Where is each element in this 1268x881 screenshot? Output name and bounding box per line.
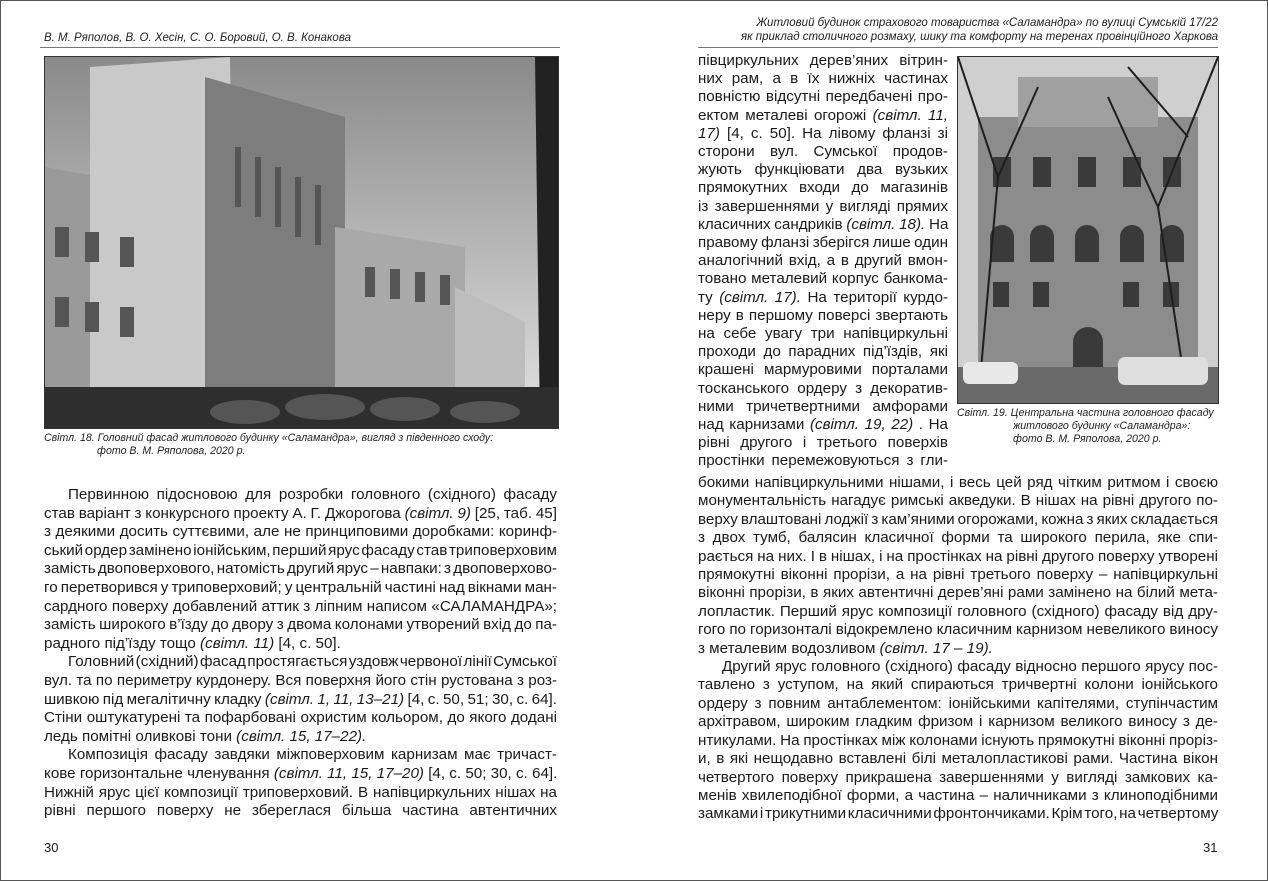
text-line bbox=[698, 621, 1218, 639]
text-segment: ледь помітні оливкові тони bbox=[44, 727, 237, 745]
text-line bbox=[44, 560, 557, 579]
caption-line: житлового будинку «Саламандра»: bbox=[1013, 420, 1191, 432]
text-segment: шивкою під мегалітичну кладку bbox=[44, 690, 265, 708]
text-segment: . На bbox=[913, 416, 949, 434]
text-line bbox=[44, 746, 557, 765]
text-segment: [4, с. 50]. На лівому фланзі зі bbox=[719, 124, 948, 142]
text-segment: верху влаштовані лоджії з кам’яними огорожами, кожна з яких складається bbox=[698, 510, 1218, 528]
text-line bbox=[698, 769, 1218, 787]
text-segment: ський ордер замінено іонійським, перший ярус фасаду став триповерховим bbox=[44, 541, 557, 559]
paragraph bbox=[44, 746, 557, 820]
paragraph bbox=[698, 52, 948, 471]
text-line bbox=[44, 598, 557, 617]
text-segment: лопластик. Перший ярус композиції головного (східного) фасаду від дру- bbox=[698, 602, 1218, 620]
figure-reference: (світл. 11, 15, 17–20) bbox=[273, 764, 424, 782]
text-line bbox=[698, 107, 948, 125]
right-column-text bbox=[698, 52, 948, 471]
text-line bbox=[698, 548, 1218, 566]
text-line bbox=[44, 802, 557, 821]
text-segment: сторони вул. Сумської продов- bbox=[698, 143, 948, 161]
text-segment: менів хвилеподібної форми, а частина – наличниками з клиноподібними bbox=[698, 786, 1218, 804]
text-segment: Первинною підосновою для розробки головного (східного) фасаду bbox=[68, 486, 557, 503]
text-line bbox=[44, 653, 557, 672]
right-body-text bbox=[698, 474, 1218, 824]
paragraph bbox=[698, 658, 1218, 824]
text-segment: ними тричетвертними амфорами bbox=[698, 397, 948, 415]
text-segment: радного під’їзду тощо bbox=[44, 634, 201, 652]
text-line bbox=[698, 398, 948, 416]
text-line bbox=[698, 52, 948, 70]
text-line bbox=[698, 70, 948, 88]
figure-reference: 17) bbox=[698, 124, 720, 142]
figure-reference: (світл. 11, bbox=[872, 106, 948, 124]
text-line bbox=[698, 361, 948, 379]
figure-19-photo bbox=[957, 56, 1219, 404]
header-line: Житловий будинок страхового товариства «Саламандра» по вулиці Сумській 17/22 bbox=[756, 17, 1218, 29]
caption-line: фото В. М. Ряполова, 2020 р. bbox=[1013, 433, 1162, 445]
text-segment: четвертого поверху прикрашена завершеннями у вигляді замкових ка- bbox=[698, 768, 1218, 786]
text-segment: Другий ярус головного (східного) фасаду відносно першого ярусу пос- bbox=[722, 658, 1218, 676]
text-segment: На bbox=[925, 215, 949, 233]
text-segment: класичних сандриків bbox=[698, 215, 847, 233]
text-line bbox=[698, 416, 948, 434]
header-line: як приклад столичного розмаху, шику та комфорту на теренах провінційного Харкова bbox=[741, 31, 1218, 43]
text-segment: ордеру з повним антаблементом: іонійськими капітелями, ступінчастим bbox=[698, 694, 1218, 712]
text-segment: Композиція фасаду завдяки міжповерховим карнизам має тричаст- bbox=[68, 746, 557, 764]
text-line bbox=[698, 492, 1218, 510]
text-line bbox=[44, 709, 557, 728]
paragraph bbox=[44, 486, 557, 653]
text-line bbox=[698, 732, 1218, 750]
text-segment: сардного поверху добавлений аттик з ліпним написом «САЛАМАНДРА»; bbox=[44, 597, 557, 615]
text-segment: [4, с. 50, 51; 30, с. 64]. bbox=[404, 690, 558, 708]
figure-reference: (світл. 17 – 19). bbox=[879, 639, 993, 657]
text-segment: із завершеннями у вигляді прямих bbox=[698, 197, 948, 215]
text-line bbox=[698, 252, 948, 270]
text-line bbox=[698, 511, 1218, 529]
text-line bbox=[698, 179, 948, 197]
text-segment: віконні прорізи, в яких автентичні дерев’яні рами замінено на білий мета- bbox=[698, 584, 1218, 602]
text-line bbox=[698, 750, 1218, 768]
text-line bbox=[44, 672, 557, 691]
figure-reference: (світл. 15, 17–22). bbox=[236, 727, 367, 745]
page-number-left: 30 bbox=[44, 840, 59, 855]
text-line bbox=[698, 325, 948, 343]
text-segment: рівні першого поверху не збереглася більша частина автентичних bbox=[44, 802, 557, 820]
text-line bbox=[698, 640, 1218, 658]
text-segment: го перетворився у триповерховий; у центральній частині над вікнами ман- bbox=[44, 578, 557, 596]
left-header-rule bbox=[40, 47, 560, 48]
text-line bbox=[44, 505, 557, 524]
text-segment: став варіант з конкурсного проекту А. Г. Джорогова bbox=[44, 504, 405, 522]
right-running-header bbox=[741, 16, 1218, 44]
text-segment: бокими напівциркульними нішами, і весь цей ряд чітким ритмом і своєю bbox=[698, 474, 1218, 491]
text-segment: повністю відсутні передбачені про- bbox=[698, 88, 948, 106]
paragraph bbox=[44, 653, 557, 746]
text-line bbox=[698, 234, 948, 252]
text-line bbox=[698, 787, 1218, 805]
text-segment: з металевим водозливом bbox=[698, 639, 880, 657]
text-segment: замками і трикутними класичними фронтончиками. Крім того, на четвертому bbox=[698, 805, 1219, 823]
figure-reference: (світл. 1, 11, 13–21) bbox=[264, 690, 405, 708]
text-segment: Головний (східний) фасад простягається уздовж червоної лінії Сумської bbox=[68, 653, 557, 671]
caption-line: фото В. М. Ряполова, 2020 р. bbox=[97, 445, 246, 457]
text-line bbox=[44, 691, 557, 710]
text-segment: [25, таб. 45] bbox=[470, 504, 557, 522]
left-body-text bbox=[44, 486, 557, 821]
text-line bbox=[44, 523, 557, 542]
text-segment: ту bbox=[698, 288, 720, 306]
text-line bbox=[698, 143, 948, 161]
paragraph bbox=[698, 474, 1218, 658]
right-header-rule bbox=[698, 47, 1218, 48]
figure-18-caption bbox=[44, 432, 493, 458]
text-line bbox=[44, 542, 557, 561]
figure-19-caption bbox=[957, 407, 1214, 446]
text-segment: з деякими досить суттєвими, але не принциповими доробками: коринф- bbox=[44, 523, 557, 541]
text-line bbox=[698, 474, 1218, 492]
text-line bbox=[698, 713, 1218, 731]
text-line bbox=[698, 343, 948, 361]
text-segment: правому фланзі зберігся лише один bbox=[698, 234, 948, 252]
text-segment: Стіни оштукатурені та пофарбовані охристим кольором, до якого додані bbox=[44, 709, 557, 727]
text-line bbox=[698, 161, 948, 179]
text-line bbox=[698, 198, 948, 216]
text-segment: простінки перемежовуються з гли- bbox=[698, 452, 948, 470]
figure-reference: (світл. 11) bbox=[200, 634, 275, 652]
text-line bbox=[698, 307, 948, 325]
text-segment: На території курдо- bbox=[800, 288, 948, 306]
text-segment: монументальність нагадує римські акведуки. В нішах на рівні другого по- bbox=[698, 492, 1218, 510]
text-line bbox=[698, 529, 1218, 547]
text-segment: замість двоповерхового, натомість другий ярус – навпаки: з двоповерхово- bbox=[44, 560, 557, 578]
text-line bbox=[698, 695, 1218, 713]
figure-reference: (світл. 18). bbox=[846, 215, 926, 233]
text-segment: на себе увагу три напівциркульні bbox=[698, 325, 948, 343]
text-segment: ектом металеві огорожі bbox=[698, 106, 873, 124]
text-segment: вул. та по периметру курдонеру. Вся поверхня його стін рустована з роз- bbox=[44, 671, 557, 689]
text-segment: прямокутних входи до магазинів bbox=[698, 179, 948, 197]
figure-reference: (світл. 9) bbox=[404, 504, 471, 522]
text-segment: тосканського ордеру з декоратив- bbox=[698, 379, 948, 397]
text-segment: півциркульних дерев’яних вітрин- bbox=[698, 52, 948, 69]
text-segment: неру в першому поверсі звертають bbox=[698, 306, 948, 324]
text-line bbox=[698, 676, 1218, 694]
text-line bbox=[44, 728, 557, 747]
text-line bbox=[44, 765, 557, 784]
text-line bbox=[698, 452, 948, 470]
text-segment: нтикулами. На простінках між колонами існують прямокутні віконні проріз- bbox=[698, 731, 1218, 749]
figure-18-photo bbox=[44, 56, 559, 429]
text-line bbox=[698, 603, 1218, 621]
caption-line: Світл. 18. Головний фасад житлового будинку «Саламандра», вигляд з південного сходу: bbox=[44, 432, 494, 444]
figure-reference: (світл. 19, 22) bbox=[809, 416, 914, 434]
text-line bbox=[698, 566, 1218, 584]
text-line bbox=[698, 658, 1218, 676]
text-segment: [4, с. 50; 30, с. 64]. bbox=[423, 764, 558, 782]
text-line bbox=[698, 584, 1218, 602]
text-segment: рівні другого і третього поверхів bbox=[698, 434, 948, 452]
text-line bbox=[44, 486, 557, 505]
text-line bbox=[44, 784, 557, 803]
text-line bbox=[44, 616, 557, 635]
text-line bbox=[698, 289, 948, 307]
text-line bbox=[698, 434, 948, 452]
text-segment: аналогічний вхід, а в другий вмон- bbox=[698, 252, 948, 270]
text-segment: з двох тумб, балясин класичної форми та широкого перила, яке спи- bbox=[698, 529, 1218, 547]
text-line bbox=[698, 380, 948, 398]
text-segment: [4, с. 50]. bbox=[274, 634, 341, 652]
text-line bbox=[698, 216, 948, 234]
text-segment: проходи до парадних під’їздів, які bbox=[698, 343, 948, 361]
text-segment: жують функціювати два вузьких bbox=[698, 161, 948, 179]
text-line bbox=[698, 270, 948, 288]
text-segment: и, в які нещодавно вставлені білі металопластикові рами. Частина вікон bbox=[698, 750, 1218, 768]
left-running-header: В. М. Ряполов, В. О. Хесін, С. О. Боровий, О. В. Конакова bbox=[44, 32, 351, 44]
text-segment: архітравом, широким гладким фризом і карнизом великого виносу з де- bbox=[698, 713, 1218, 731]
caption-line: Світл. 19. Центральна частина головного фасаду bbox=[957, 407, 1214, 419]
text-segment: тавлено з уступом, на який спираються тричвертні колони іонійського bbox=[698, 676, 1218, 694]
text-segment: гого по горизонталі відокремлено класичним карнизом невеликого виносу bbox=[698, 621, 1218, 639]
text-segment: прямокутні віконні прорізи, а на рівні третього поверху – напівциркульні bbox=[698, 566, 1218, 584]
text-segment: товано металевий корпус банкома- bbox=[698, 270, 948, 288]
text-line bbox=[698, 805, 1218, 823]
text-segment: крашені мармуровими порталами bbox=[698, 361, 948, 379]
text-line bbox=[698, 125, 948, 143]
text-segment: кове горизонтальне членування bbox=[44, 764, 274, 782]
text-segment: них рам, а в їх нижніх частинах bbox=[698, 70, 948, 88]
text-line bbox=[44, 635, 557, 654]
page-number-right: 31 bbox=[1203, 840, 1218, 855]
figure-reference: (світл. 17). bbox=[719, 288, 801, 306]
text-line bbox=[44, 579, 557, 598]
text-segment: замість широкого в’їзду до двору з двома колонами утворений вхід до па- bbox=[44, 616, 557, 634]
text-segment: Нижній ярус цієї композиції триповерховий. В напівциркульних нішах на bbox=[44, 783, 557, 801]
text-segment: рається на них. І в нішах, і на простінках на рівні другого поверху утворені bbox=[698, 547, 1218, 565]
text-line bbox=[698, 88, 948, 106]
text-segment: над карнизами bbox=[698, 416, 810, 434]
